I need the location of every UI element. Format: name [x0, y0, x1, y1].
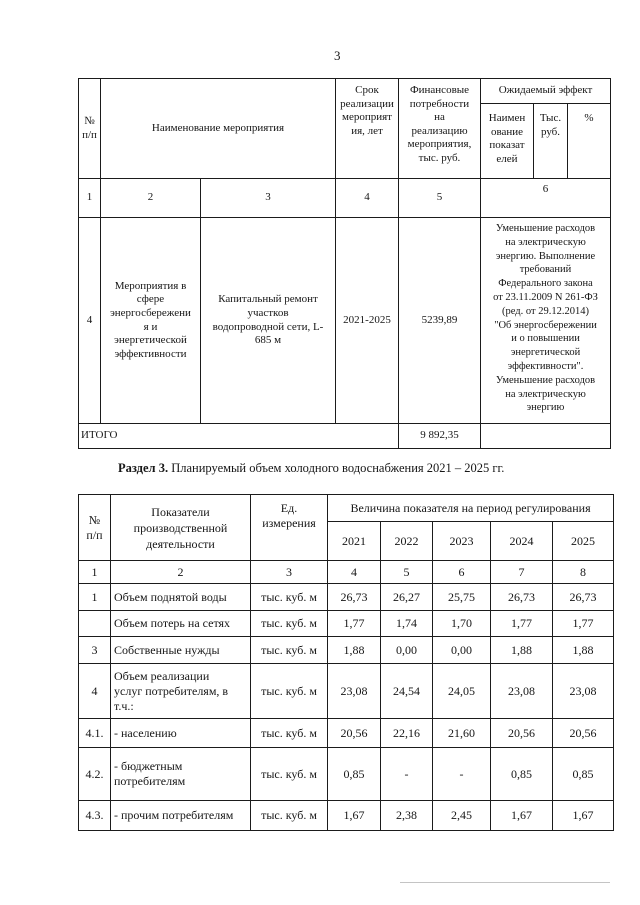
table-row: [79, 748, 614, 801]
row-value: 0,00: [433, 637, 491, 664]
header-num: № п/п: [79, 79, 101, 179]
row-unit: тыс. куб. м: [251, 719, 328, 748]
year-header: 2025: [553, 522, 614, 561]
header-term: Срок реализации мероприят ия, лет: [336, 79, 399, 179]
row-value: 21,60: [433, 719, 491, 748]
row-finance: 5239,89: [399, 218, 481, 424]
row-value: 24,05: [433, 664, 491, 719]
row-value: 0,85: [491, 748, 553, 801]
row-value: 1,67: [553, 801, 614, 831]
table-row: [79, 801, 614, 831]
row-indicator: Объем реализации услуг потребителям, в т.ч.:: [111, 664, 251, 719]
row-indicator: Собственные нужды: [111, 637, 251, 664]
table-header-row: [79, 79, 611, 104]
year-header: 2024: [491, 522, 553, 561]
row-indicator: - бюджетным потребителям: [111, 748, 251, 801]
table-row: [79, 637, 614, 664]
row-num: 1: [79, 584, 111, 611]
row-value: 2,38: [381, 801, 433, 831]
row-value: 0,85: [328, 748, 381, 801]
row-value: 1,88: [553, 637, 614, 664]
row-value: 26,73: [491, 584, 553, 611]
row-num: 4.1.: [79, 719, 111, 748]
year-header: 2023: [433, 522, 491, 561]
column-number: 5: [381, 561, 433, 584]
row-unit: тыс. куб. м: [251, 801, 328, 831]
row-value: 26,73: [328, 584, 381, 611]
activities-table: [78, 78, 611, 449]
total-finance: 9 892,35: [399, 424, 481, 449]
column-number: 8: [553, 561, 614, 584]
row-value: 1,74: [381, 611, 433, 637]
row-value: -: [433, 748, 491, 801]
row-value: 1,67: [491, 801, 553, 831]
column-number: 1: [79, 179, 101, 218]
header-finance: Финансовые потребности на реализацию мероприятия, тыс. руб.: [399, 79, 481, 179]
row-value: 25,75: [433, 584, 491, 611]
header-period: Величина показателя на период регулирования: [328, 495, 614, 522]
header-effect-rub: Тыс. руб.: [534, 104, 568, 179]
column-number: 5: [399, 179, 481, 218]
row-value: 1,70: [433, 611, 491, 637]
row-value: 23,08: [491, 664, 553, 719]
row-value: 20,56: [491, 719, 553, 748]
row-value: 2,45: [433, 801, 491, 831]
column-number: 3: [201, 179, 336, 218]
row-value: -: [381, 748, 433, 801]
column-number: 6: [433, 561, 491, 584]
column-number: 2: [111, 561, 251, 584]
row-indicator: - населению: [111, 719, 251, 748]
table-row: [79, 719, 614, 748]
row-num: 4: [79, 218, 101, 424]
water-supply-table: [78, 494, 614, 831]
row-activity: Мероприятия в сфере энергосбережени я и энергетической эффективности: [101, 218, 201, 424]
column-number: 1: [79, 561, 111, 584]
row-value: 1,77: [328, 611, 381, 637]
column-number: 2: [101, 179, 201, 218]
row-value: 26,73: [553, 584, 614, 611]
row-value: 1,67: [328, 801, 381, 831]
row-value: 1,88: [491, 637, 553, 664]
row-value: 0,00: [381, 637, 433, 664]
column-number: 6: [481, 179, 611, 218]
table-row: [79, 218, 611, 424]
total-label: ИТОГО: [79, 424, 399, 449]
row-num: 4.2.: [79, 748, 111, 801]
table-row: [79, 584, 614, 611]
row-indicator: Объем поднятой воды: [111, 584, 251, 611]
row-value: 23,08: [553, 664, 614, 719]
column-number: 7: [491, 561, 553, 584]
header-unit: Ед. измерения: [251, 495, 328, 561]
row-num: 4.3.: [79, 801, 111, 831]
row-unit: тыс. куб. м: [251, 748, 328, 801]
total-effect-empty: [481, 424, 611, 449]
year-header: 2022: [381, 522, 433, 561]
page-number: 3: [334, 48, 341, 63]
column-number: 3: [251, 561, 328, 584]
header-indicator: Показатели производственной деятельности: [111, 495, 251, 561]
year-header: 2021: [328, 522, 381, 561]
header-expected-effect: Ожидаемый эффект: [481, 79, 611, 104]
column-number-row: [79, 179, 611, 218]
row-term: 2021-2025: [336, 218, 399, 424]
row-value: 26,27: [381, 584, 433, 611]
row-value: 20,56: [328, 719, 381, 748]
row-indicator: - прочим потребителям: [111, 801, 251, 831]
row-unit: тыс. куб. м: [251, 584, 328, 611]
row-value: 1,88: [328, 637, 381, 664]
total-row: [79, 424, 611, 449]
row-num: 4: [79, 664, 111, 719]
header-activity-name: Наименование мероприятия: [101, 79, 336, 179]
row-value: 1,77: [491, 611, 553, 637]
row-value: 1,77: [553, 611, 614, 637]
table-row: [79, 611, 614, 637]
column-number: 4: [336, 179, 399, 218]
row-value: 22,16: [381, 719, 433, 748]
section-title: Планируемый объем холодного водоснабжения 2021 – 2025 гг.: [171, 461, 505, 475]
row-unit: тыс. куб. м: [251, 664, 328, 719]
column-number: 4: [328, 561, 381, 584]
row-num: 3: [79, 637, 111, 664]
row-description: Капитальный ремонт участков водопроводной сети, L- 685 м: [201, 218, 336, 424]
header-num: № п/п: [79, 495, 111, 561]
section-label: Раздел 3.: [118, 461, 169, 475]
row-indicator: Объем потерь на сетях: [111, 611, 251, 637]
row-unit: тыс. куб. м: [251, 611, 328, 637]
column-number-row: [79, 561, 614, 584]
row-value: 24,54: [381, 664, 433, 719]
header-effect-percent: %: [568, 104, 611, 179]
section-heading: [118, 460, 504, 476]
row-value: 0,85: [553, 748, 614, 801]
table-row: [79, 664, 614, 719]
row-expected-effect: Уменьшение расходов на электрическую энергию. Выполнение требований Федерального закона от 23.11.2009 N 261-ФЗ (ред. от 29.12.2014) "Об энергосбережении и о повышении энергетической эффективности". Уменьшение расходов на электрическую энергию: [481, 218, 611, 424]
row-unit: тыс. куб. м: [251, 637, 328, 664]
header-effect-indicator: Наимен ование показат елей: [481, 104, 534, 179]
scan-artifact-line: [400, 882, 610, 883]
row-value: 23,08: [328, 664, 381, 719]
row-value: 20,56: [553, 719, 614, 748]
row-num: [79, 611, 111, 637]
table-header-row: [79, 495, 614, 522]
